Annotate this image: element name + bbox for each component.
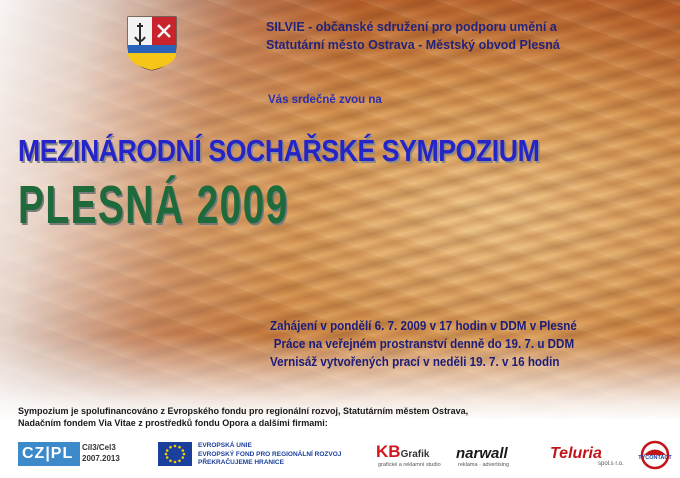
kb-grafik-tagline: grafické a reklamní studio	[378, 462, 441, 468]
czpl-caption-2: 2007.2013	[82, 454, 120, 463]
schedule-opening: Zahájení v pondělí 6. 7. 2009 v 17 hodin v DDM v Plesné	[270, 319, 577, 333]
event-subtitle: PLESNÁ 2009	[18, 175, 289, 235]
eu-text-3: PŘEKRAČUJEME HRANICE	[198, 459, 284, 466]
eu-text-2: EVROPSKÝ FOND PRO REGIONÁLNÍ ROZVOJ	[198, 450, 342, 458]
schedule-vernissage: Vernisáž vytvořených prací v neděli 19. 7. v 16 hodin	[270, 355, 560, 369]
event-title: MEZINÁRODNÍ SOCHAŘSKÉ SYMPOZIUM	[18, 133, 540, 168]
coat-of-arms-icon	[126, 15, 178, 71]
invitation-text: Vás srdečně zvou na	[268, 94, 382, 106]
narwall-logo: narwall	[456, 445, 508, 462]
czpl-logo: CZ|PL	[18, 442, 80, 466]
czpl-caption-1: Cíl3/Cel3	[82, 443, 116, 452]
eu-flag-icon	[158, 442, 192, 466]
sponsor-logos	[0, 436, 680, 478]
eu-text-1: EVROPSKÁ UNIE	[198, 442, 252, 449]
narwall-tagline: reklama · advertising	[458, 462, 510, 468]
kb-word: Grafik	[400, 449, 430, 460]
teluria-logo: Teluria	[550, 445, 602, 462]
kb-mark: KB	[376, 442, 401, 461]
funding-line-2: Nadačním fondem Via Vitae z prostředků fondu Opora a dalšími firmami:	[18, 418, 328, 428]
eu-logo-text	[198, 442, 341, 468]
kb-grafik-logo	[376, 442, 429, 462]
funding-note	[18, 405, 668, 429]
organizers-block	[266, 18, 666, 54]
tycontact-label: TYCONTACT	[638, 455, 672, 461]
organizer-city: Statutární město Ostrava - Městský obvod Plesná	[266, 38, 560, 52]
czpl-logo-caption	[82, 442, 120, 464]
tycontact-logo-icon	[636, 440, 674, 470]
event-schedule	[270, 317, 577, 371]
funding-line-1: Sympozium je spolufinancováno z Evropského fondu pro regionální rozvoj, Statutárním městem Ostrava,	[18, 406, 469, 416]
teluria-tagline: spol.s r.o.	[598, 461, 624, 467]
organizer-silvie-description: - občanské sdružení pro podporu umění a	[304, 20, 557, 34]
organizer-silvie: SILVIE	[266, 20, 305, 34]
schedule-work: Práce na veřejném prostranství denně do 19. 7. u DDM	[273, 337, 575, 351]
